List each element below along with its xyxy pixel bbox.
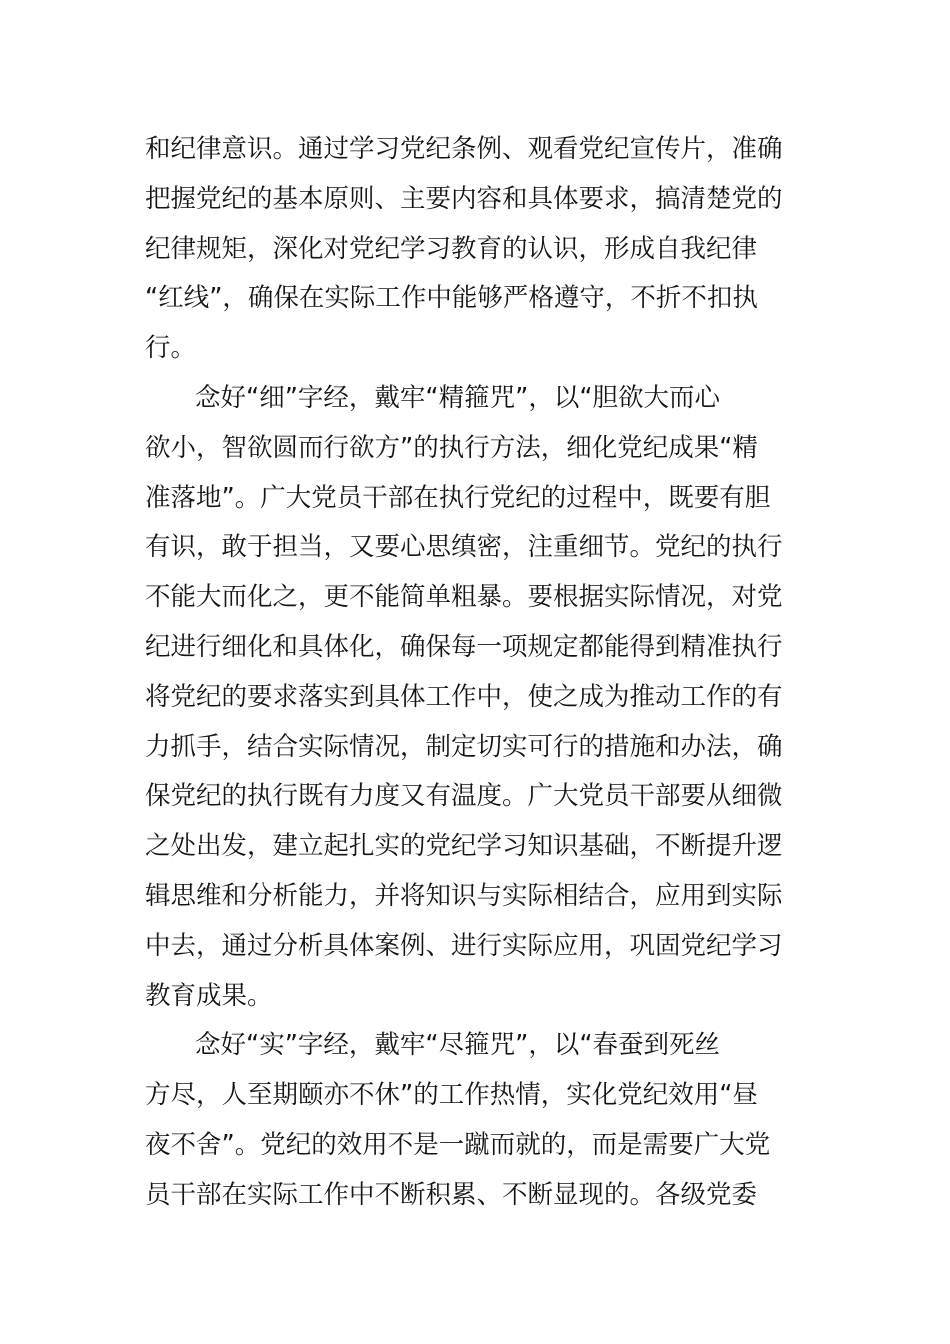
text-line: 纪进行细化和具体化，确保每一项规定都能得到精准执行 bbox=[145, 631, 783, 662]
text-line: 夜不舍”。党纪的效用不是一蹴而就的，而是需要广大党 bbox=[145, 1129, 771, 1160]
text-line: 行。 bbox=[145, 333, 197, 364]
text-line: 中去，通过分析具体案例、进行实际应用，巩固党纪学习 bbox=[145, 930, 783, 961]
text-line: 方尽，人至期颐亦不休”的工作热情，实化党纪效用“昼 bbox=[145, 1080, 758, 1111]
text-line: 力抓手，结合实际情况，制定切实可行的措施和办法，确 bbox=[145, 731, 783, 762]
text-line: “红线”，确保在实际工作中能够严格遵守，不折不扣执 bbox=[145, 283, 758, 314]
text-line: 准落地”。广大党员干部在执行党纪的过程中，既要有胆 bbox=[145, 482, 771, 513]
text-line: 辑思维和分析能力，并将知识与实际相结合，应用到实际 bbox=[145, 880, 783, 911]
text-line: 不能大而化之，更不能简单粗暴。要根据实际情况，对党 bbox=[145, 582, 783, 613]
text-line: 把握党纪的基本原则、主要内容和具体要求，搞清楚党的 bbox=[145, 183, 783, 214]
text-line: 保党纪的执行既有力度又有温度。广大党员干部要从细微 bbox=[145, 781, 783, 812]
text-line: 员干部在实际工作中不断积累、不断显现的。各级党委 bbox=[145, 1179, 758, 1210]
text-line: 之处出发，建立起扎实的党纪学习知识基础，不断提升逻 bbox=[145, 831, 783, 862]
text-line: 有识，敢于担当，又要心思缜密，注重细节。党纪的执行 bbox=[145, 532, 783, 563]
paragraph-first-line: 念好“实”字经，戴牢“尽箍咒”，以“春蚕到死丝 bbox=[195, 1030, 721, 1061]
text-line: 和纪律意识。通过学习党纪条例、观看党纪宣传片，准确 bbox=[145, 134, 783, 164]
body-text bbox=[145, 125, 807, 1221]
text-line: 将党纪的要求落实到具体工作中，使之成为推动工作的有 bbox=[145, 681, 783, 712]
text-line: 纪律规矩，深化对党纪学习教育的认识，形成自我纪律 bbox=[145, 233, 758, 264]
text-line: 欲小，智欲圆而行欲方”的执行方法，细化党纪成果“精 bbox=[145, 432, 758, 463]
paragraph-first-line: 念好“细”字经，戴牢“精箍咒”，以“胆欲大而心 bbox=[195, 382, 721, 413]
text-line: 教育成果。 bbox=[145, 980, 273, 1011]
